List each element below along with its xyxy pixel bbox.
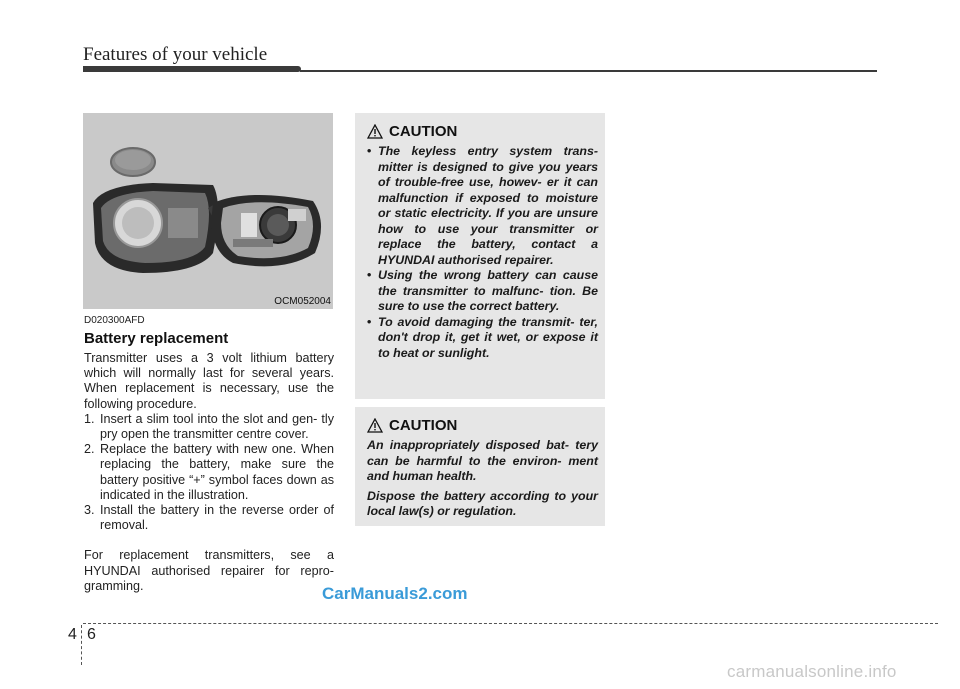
caution-bullet [367, 144, 598, 268]
step-number: 2. [84, 442, 95, 457]
caution-bullet-text: To avoid damaging the transmit- ter, don't drop it, get it wet, or expose it to heat or sunlight. [378, 314, 598, 360]
caution-paragraph: Dispose the battery according to your local law(s) or regulation. [367, 488, 598, 518]
procedure-step [84, 412, 334, 442]
footer-rule [83, 623, 938, 624]
key-fob-illustration [83, 113, 333, 309]
header-rule [300, 70, 877, 72]
procedure-step [84, 442, 334, 503]
caution-bullet [367, 268, 598, 315]
header-title: Features of your vehicle [83, 44, 268, 65]
step-text: Insert a slim tool into the slot and gen- tly pry open the transmitter centre cover. [100, 411, 334, 442]
caution-paragraphs [367, 438, 598, 520]
chapter-number: 4 [68, 626, 77, 643]
caution-paragraph: An inappropriately disposed bat- tery can be harmful to the environ- ment and human health. [367, 438, 598, 483]
caution-title: CAUTION [389, 417, 458, 434]
step-number: 1. [84, 411, 95, 426]
step-text: Replace the battery with new one. When replacing the battery, make sure the battery positive “+” symbol faces down as indicated in the illustration. [100, 442, 334, 502]
section-body [84, 351, 334, 594]
warning-triangle-icon [367, 124, 383, 139]
watermark-carmanuals2[interactable]: CarManuals2.com [322, 584, 468, 603]
caution-list [367, 144, 598, 361]
caution-bullet-text: Using the wrong battery can cause the transmitter to malfunc- tion. Be sure to use the correct battery. [378, 268, 598, 313]
intro-paragraph: Transmitter uses a 3 volt lithium battery which will normally last for several years. When replacement is necessary, use the following procedure. [84, 351, 334, 411]
bullet-icon: • [367, 314, 372, 329]
caution-box [355, 407, 605, 526]
transmitter-photo [83, 113, 333, 309]
procedure-step [84, 503, 334, 533]
caution-box [355, 113, 605, 399]
caution-heading [367, 123, 598, 140]
caution-bullet-text: The keyless entry system trans- mitter is designed to give you years of trouble-free use, howev- er it can malfunction if exposed to moisture or static electricity. If you are unsure how to use your transmitter or replace the battery, contact a HYUNDAI authorised repairer. [378, 144, 598, 267]
watermark-carmanualsonline[interactable]: carmanualsonline.info [727, 662, 897, 681]
footer-divider [81, 625, 82, 665]
step-text: Install the battery in the reverse order of removal. [100, 503, 334, 533]
step-number: 3. [84, 503, 95, 518]
photo-caption: OCM052004 [274, 296, 331, 307]
section-heading: Battery replacement [84, 330, 229, 347]
caution-bullet [367, 315, 598, 362]
warning-triangle-icon [367, 418, 383, 433]
paragraph-spacer [84, 533, 334, 548]
header-bar [83, 66, 301, 72]
page-number: 6 [87, 626, 96, 643]
section-code: D020300AFD [84, 315, 145, 326]
bullet-icon: • [367, 144, 372, 158]
closing-paragraph: For replacement transmitters, see a HYUNDAI authorised repairer for repro- gramming. [84, 548, 334, 593]
caution-title: CAUTION [389, 123, 458, 140]
caution-heading [367, 417, 598, 434]
bullet-icon: • [367, 268, 372, 282]
